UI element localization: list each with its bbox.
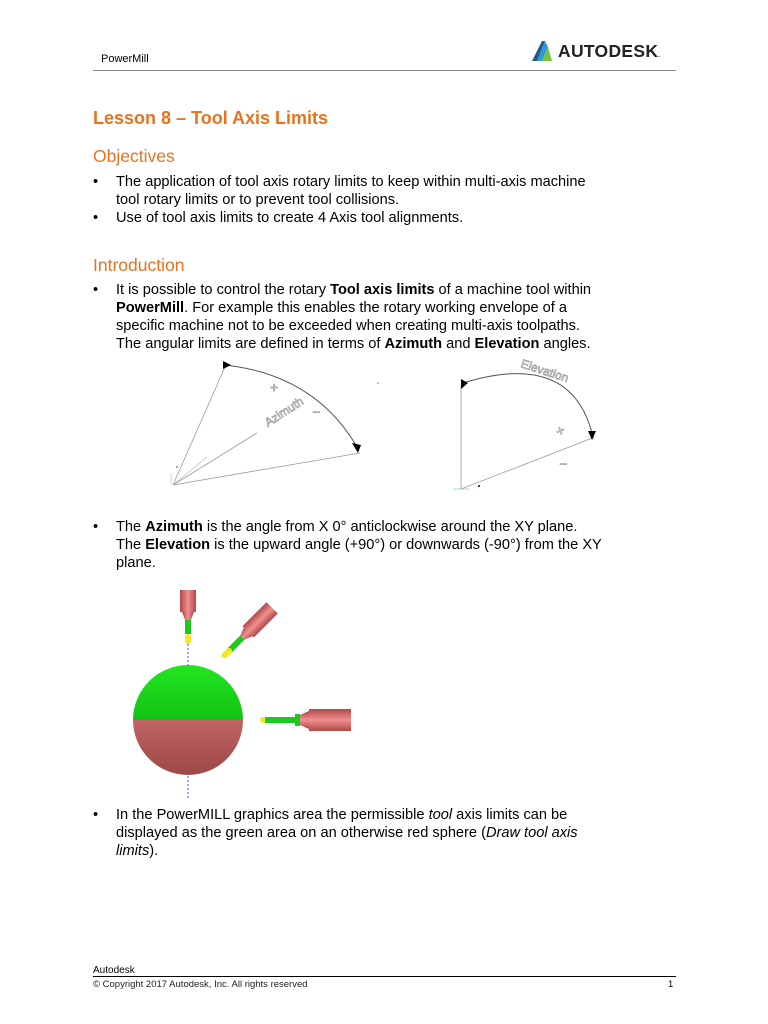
header-app-name: PowerMill (101, 53, 149, 65)
azimuth-arrow-start (223, 361, 231, 369)
footer-copyright: © Copyright 2017 Autodesk, Inc. All rights reserved (93, 979, 308, 990)
tool-axis-sphere-diagram (125, 584, 365, 804)
sphere-green-zone (133, 665, 243, 720)
vertical-tool-tip (185, 634, 191, 644)
axis-dot (176, 466, 178, 468)
tool-axis-sphere (133, 665, 243, 775)
axis-dot (478, 485, 480, 487)
elevation-arrow-end (588, 431, 596, 440)
intro-paragraph-1: • It is possible to control the rotary Tool axis limits of a machine tool within PowerMill. For example this enables the rotary working envelope of a specific machine not to be exceeded when creating multi-axis toolpaths. The angular limits are defined in terms of Azimuth and Elevation angles. (93, 281, 683, 353)
introduction-heading: Introduction (93, 255, 185, 275)
azimuth-plus-label: + (270, 379, 279, 395)
horizontal-tool (260, 709, 351, 731)
vertical-tool (180, 590, 196, 644)
objectives-list (93, 173, 683, 227)
elevation-label: Elevation (519, 356, 571, 386)
marker-dot (377, 382, 379, 384)
intro-list-2 (93, 518, 683, 572)
vertical-tool-holder (180, 590, 196, 612)
autodesk-logo (531, 40, 660, 62)
azimuth-elevation-diagram (165, 355, 615, 500)
elevation-minus-label: – (560, 456, 567, 470)
footer-divider (93, 976, 676, 977)
objectives-heading: Objectives (93, 146, 175, 166)
page-number: 1 (668, 979, 674, 990)
azimuth-label: Azimuth (262, 394, 306, 430)
objective-item: • The application of tool axis rotary limits to keep within multi-axis machine tool rotary limits or to prevent tool collisions. (93, 173, 683, 209)
sphere-red-zone (133, 720, 243, 775)
azimuth-minus-label: – (313, 404, 320, 418)
intro-list-3 (93, 806, 683, 860)
footer-org: Autodesk (93, 965, 135, 976)
autodesk-logo-icon (531, 40, 553, 62)
elevation-diagram (453, 374, 595, 489)
angled-tool (217, 602, 278, 663)
azimuth-arrow-end (352, 443, 361, 453)
header-divider (93, 70, 676, 71)
objective-item: • Use of tool axis limits to create 4 Axis tool alignments. (93, 209, 683, 227)
intro-list-1 (93, 281, 683, 353)
azimuth-diagram (171, 365, 360, 485)
lesson-title: Lesson 8 – Tool Axis Limits (93, 108, 329, 128)
horizontal-tool-holder (309, 709, 351, 731)
intro-paragraph-2: • The Azimuth is the angle from X 0° anticlockwise around the XY plane. The Elevation is the upward angle (+90°) or downwards (-90°) from the XY plane. (93, 518, 683, 572)
intro-paragraph-3: • In the PowerMILL graphics area the permissible tool axis limits can be displayed as the green area on an otherwise red sphere (Draw tool axis limits). (93, 806, 683, 860)
elevation-arrow-start (461, 379, 468, 389)
elevation-plus-label: + (553, 421, 568, 441)
autodesk-logo-text: AUTODESK. (558, 40, 661, 61)
